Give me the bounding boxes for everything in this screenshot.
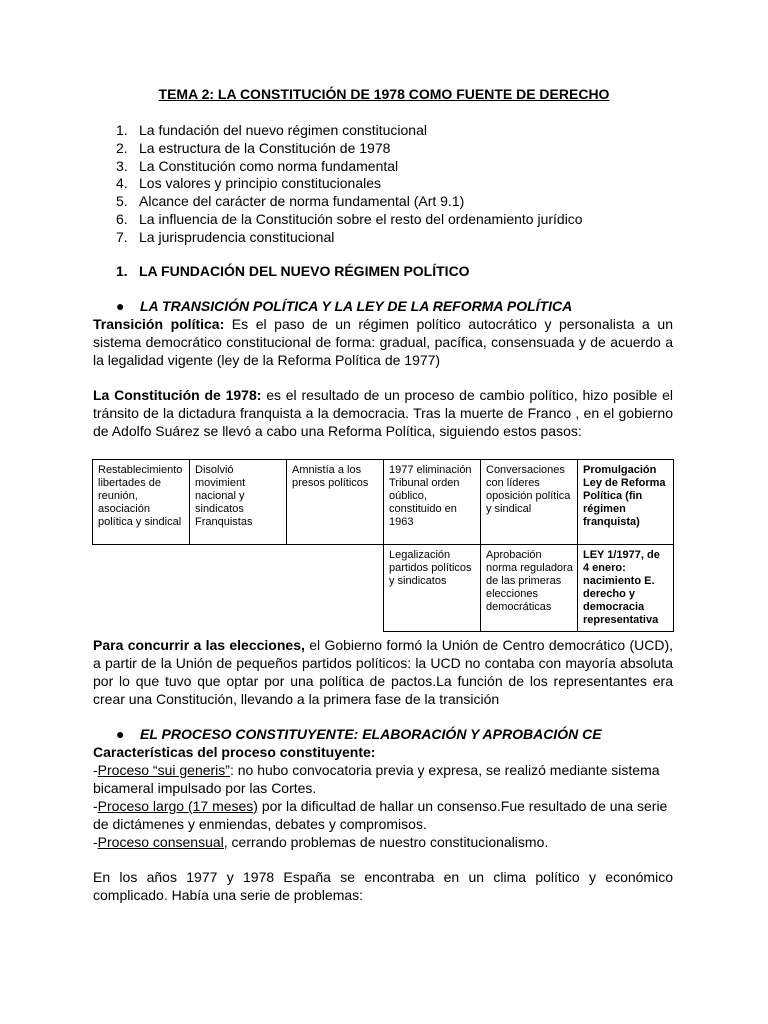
- toc-item: 5. Alcance del carácter de norma fundamental (Art 9.1): [116, 193, 465, 210]
- paragraph-problems: En los años 1977 y 1978 España se encontraba en un clima político y económico complicado. Había una serie de problemas:: [93, 869, 673, 903]
- table-cell: Promulgación Ley de Reforma Política (fin régimen franquista): [578, 460, 674, 545]
- table-row: [93, 545, 674, 632]
- reform-steps-table: [92, 459, 674, 632]
- characteristics-block: [93, 744, 673, 851]
- paragraph-elecciones: Para concurrir a las elecciones, el Gobierno formó la Unión de Centro democrático (UCD), a partir de la Unión de pequeños partidos políticos: la UCD no contaba con mayoría absoluta por lo que tuvo que optar por una política de pactos.La función de los representantes era crear una Constitución, llevando a la primera fase de la transición: [93, 637, 674, 707]
- toc-item: 7. La jurisprudencia constitucional: [116, 228, 335, 245]
- characteristics-heading: Características del proceso constituyente:: [93, 744, 376, 760]
- table-cell: 1977 eliminación Tribunal orden oúblico, constituido en 1963: [384, 460, 481, 545]
- toc-item: 4. Los valores y principio constitucionales: [116, 175, 382, 192]
- bullet-glyph: ●: [116, 298, 125, 314]
- bullet-glyph: ●: [116, 726, 125, 742]
- toc-item: 6. La influencia de la Constitución sobre el resto del ordenamiento jurídico: [116, 210, 583, 227]
- toc-item: 2. La estructura de la Constitución de 1978: [116, 139, 391, 156]
- document-title: TEMA 2: LA CONSTITUCIÓN DE 1978 COMO FUENTE DE DERECHO: [158, 86, 610, 102]
- table-cell: Aprobación norma reguladora de las primeras elecciones democráticas: [481, 545, 578, 632]
- table-of-contents: [116, 122, 583, 247]
- paragraph-transicion: Transición política: Es el paso de un régimen político autocrático y personalista a un sistema democrático constitucional de forma: gradual, pacífica, consensuada y de acuerdo a la legalidad vigente (ley de la Reforma Política de 1977): [93, 316, 673, 368]
- toc-item: 3. La Constitución como norma fundamental: [116, 157, 399, 174]
- characteristic-item: -Proceso “sui generis”: no hubo convocatoria previa y expresa, se realizó mediante sistema bicameral impulsado por las Cortes.: [93, 761, 660, 796]
- table-row: [93, 460, 674, 545]
- table-cell: Restablecimiento libertades de reunión, asociación política y sindical: [93, 460, 190, 545]
- paragraph-constitucion: La Constitución de 1978: es el resultado de un proceso de cambio político, hizo posible el tránsito de la dictadura franquista a la democracia. Tras la muerte de Franco , en el gobierno de Adolfo Suárez se llevó a cabo una Reforma Política, siguiendo estos pasos:: [93, 387, 673, 439]
- table-cell: Legalización partidos políticos y sindicatos: [384, 545, 481, 632]
- table-cell: Amnistía a los presos políticos: [287, 460, 384, 545]
- subsection-heading-constituent: ● EL PROCESO CONSTITUYENTE: ELABORACIÓN Y APROBACIÓN CE: [116, 726, 602, 742]
- section-heading: 1. LA FUNDACIÓN DEL NUEVO RÉGIMEN POLÍTICO: [116, 263, 470, 279]
- characteristic-item: -Proceso largo (17 meses) por la dificultad de hallar un consenso.Fue resultado de una serie de dictámenes y enmiendas, debates y compromisos.: [93, 797, 668, 832]
- toc-item: 1. La fundación del nuevo régimen constitucional: [116, 122, 427, 138]
- table-cell: LEY 1/1977, de 4 enero: nacimiento E. derecho y democracia representativa: [578, 545, 674, 632]
- subsection-heading-transition: ● LA TRANSICIÓN POLÍTICA Y LA LEY DE LA REFORMA POLÍTICA: [116, 298, 573, 314]
- characteristic-item: -Proceso consensual, cerrando problemas de nuestro constitucionalismo.: [93, 833, 549, 850]
- table-cell: Disolvió movimient nacional y sindicatos Franquistas: [190, 460, 287, 545]
- table-empty-cell: [93, 545, 384, 632]
- table-cell: Conversaciones con líderes oposición política y sindical: [481, 460, 578, 545]
